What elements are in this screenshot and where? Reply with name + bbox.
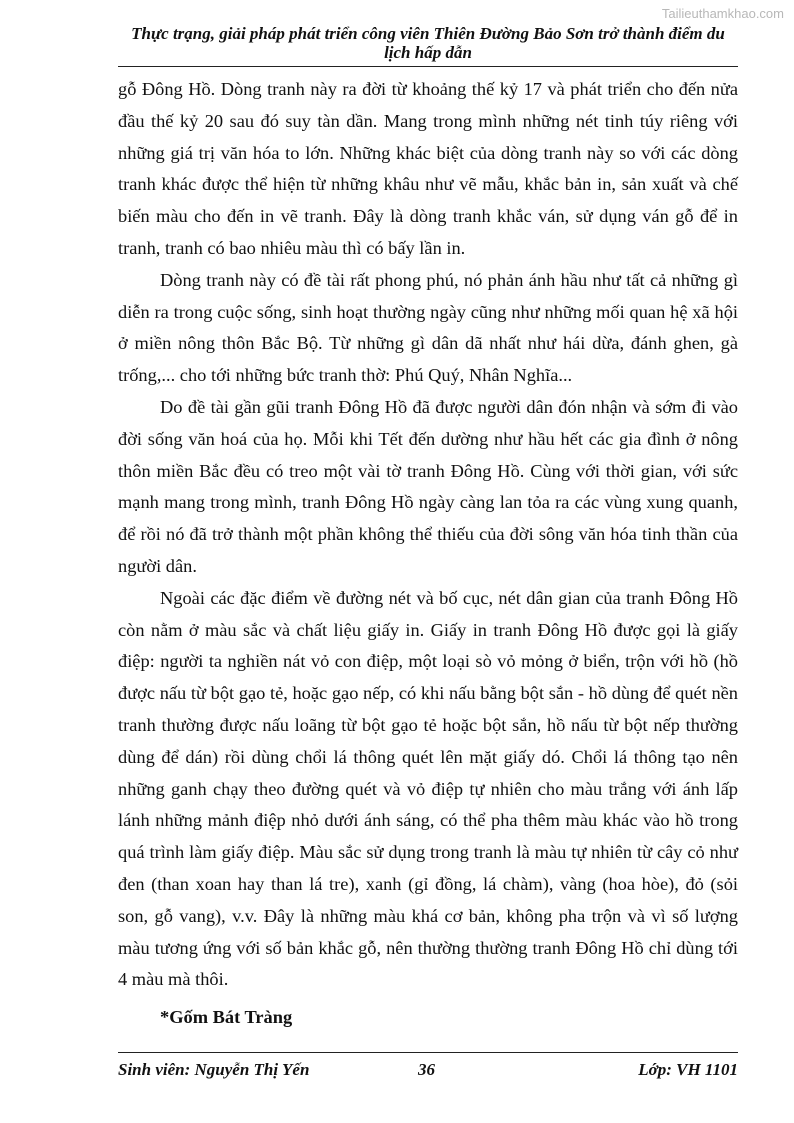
page-footer bbox=[118, 1060, 738, 1084]
footer-class: Lớp: VH 1101 bbox=[638, 1060, 738, 1079]
paragraph-4: Ngoài các đặc điểm về đường nét và bố cục, nét dân gian của tranh Đông Hồ còn nằm ở màu sắc và chất liệu giấy in. Giấy in tranh Đông Hồ được gọi là giấy điệp: người ta nghiền nát vỏ con điệp, một loại sò vỏ mỏng ở biển, trộn với hồ (hồ được nấu từ bột gạo tẻ, hoặc gạo nếp, có khi nấu bằng bột sắn - hồ dùng để quét nền tranh thường được nấu loãng từ bột gạo tẻ hoặc bột sắn, hồ nấu từ bột nếp thường dùng để dán) rồi dùng chổi lá thông quét lên mặt giấy dó. Chổi lá thông tạo nên những ganh chạy theo đường quét và vỏ điệp tự nhiên cho màu trắng với ánh lấp lánh những mảnh điệp nhỏ dưới ánh sáng, có thể pha thêm màu khác vào hồ trong quá trình làm giấy điệp. Màu sắc sử dụng trong tranh là màu tự nhiên từ cây cỏ như đen (than xoan hay than lá tre), xanh (gỉ đồng, lá chàm), vàng (hoa hòe), đỏ (sỏi son, gỗ vang), v.v. Đây là những màu khá cơ bản, không pha trộn và vì số lượng màu tương ứng với số bản khắc gỗ, nên thường thường tranh Đông Hồ chỉ dùng tới 4 màu mà thôi. bbox=[118, 587, 738, 990]
footer-divider bbox=[118, 1052, 738, 1053]
document-body bbox=[118, 74, 738, 1034]
page-header-title: Thực trạng, giải pháp phát triển công viên Thiên Đường Bảo Sơn trở thành điểm du lịch hấp dẫn bbox=[131, 24, 725, 62]
section-heading: *Gốm Bát Tràng bbox=[160, 1007, 293, 1028]
paragraph-1: gỗ Đông Hồ. Dòng tranh này ra đời từ khoảng thế kỷ 17 và phát triển cho đến nửa đầu thế kỷ 20 sau đó suy tàn dần. Mang trong mình những nét tinh túy riêng với những giá trị văn hóa to lớn. Những khác biệt của dòng tranh này so với các dòng tranh khác được thể hiện từ những khâu như vẽ mẫu, khắc bản in, sản xuất và chế biến màu cho đến in vẽ tranh. Đây là dòng tranh khắc ván, sử dụng ván gỗ để in tranh, tranh có bao nhiêu màu thì có bấy lần in. bbox=[118, 79, 738, 258]
footer-student: Sinh viên: Nguyễn Thị Yến bbox=[118, 1060, 310, 1079]
page-number: 36 bbox=[418, 1060, 435, 1079]
paragraph-3: Do đề tài gần gũi tranh Đông Hồ đã được người dân đón nhận và sớm đi vào đời sống văn hoá của họ. Mỗi khi Tết đến dường như hầu hết các gia đình ở nông thôn miền Bắc đều có treo một vài tờ tranh Đông Hồ. Cùng với thời gian, với sức mạnh mang trong mình, tranh Đông Hồ ngày càng lan tỏa ra các vùng xung quanh, để rồi nó đã trở thành một phần không thể thiếu của đời sông văn hóa tinh thần của người dân. bbox=[118, 396, 738, 576]
header-divider bbox=[118, 66, 738, 67]
watermark: Tailieuthamkhao.com bbox=[661, 6, 784, 21]
paragraph-2: Dòng tranh này có đề tài rất phong phú, nó phản ánh hầu như tất cả những gì diễn ra trong cuộc sống, sinh hoạt thường ngày cũng như những mối quan hệ xã hội ở miền nông thôn Bắc Bộ. Từ những gì dân dã nhất như hái dừa, đánh ghen, gà trống,... cho tới những bức tranh thờ: Phú Quý, Nhân Nghĩa... bbox=[118, 269, 738, 386]
